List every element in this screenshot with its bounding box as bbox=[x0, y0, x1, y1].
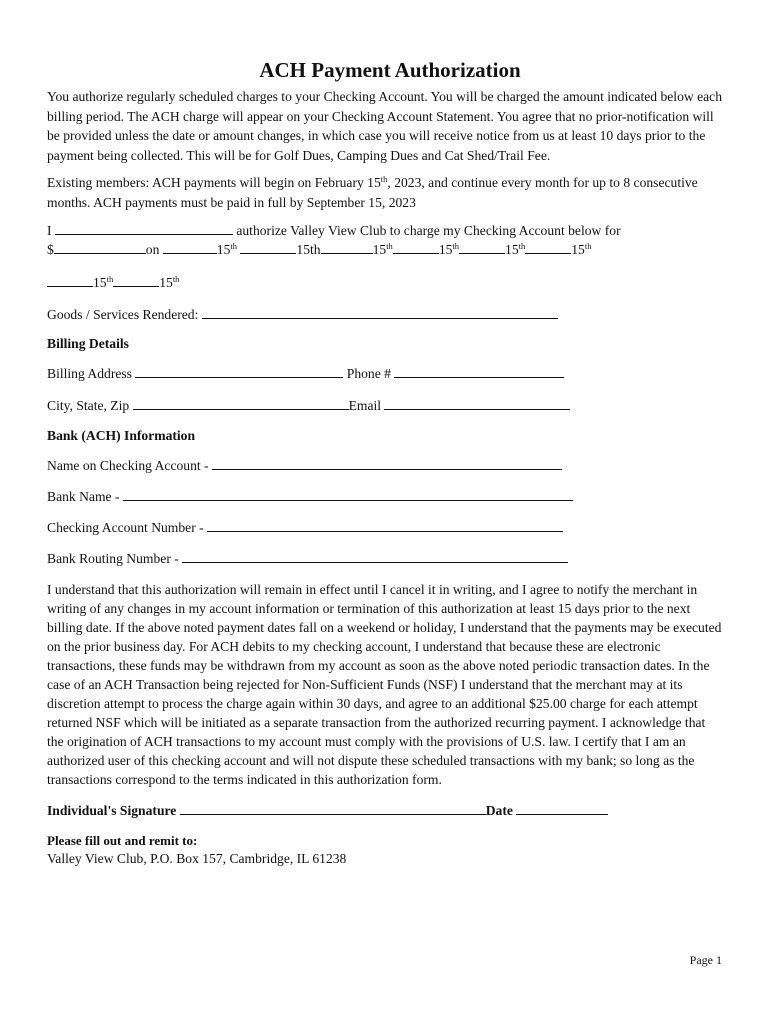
routing-number-row bbox=[47, 549, 723, 568]
day-sup-8: th bbox=[172, 274, 180, 284]
day-label-4: 15 bbox=[438, 242, 453, 257]
account-number-blank[interactable] bbox=[207, 519, 563, 532]
date-blank-1[interactable] bbox=[163, 241, 217, 254]
date-blank-4[interactable] bbox=[393, 241, 439, 254]
existing-members-paragraph bbox=[47, 173, 723, 212]
account-number-row bbox=[47, 518, 723, 537]
authorize-line-1 bbox=[47, 221, 723, 240]
day-label-2: 15th bbox=[296, 242, 321, 257]
billing-heading: Billing Details bbox=[47, 336, 129, 351]
goods-label: Goods / Services Rendered: bbox=[47, 307, 199, 322]
authorize-text: authorize Valley View Club to charge my Checking Account below for bbox=[236, 223, 621, 238]
date-blank-5[interactable] bbox=[459, 241, 505, 254]
dollar-sign: $ bbox=[47, 242, 54, 257]
account-number-label: Checking Account Number - bbox=[47, 520, 204, 535]
account-name-label: Name on Checking Account - bbox=[47, 458, 209, 473]
remit-address: Valley View Club, P.O. Box 157, Cambridge, IL 61238 bbox=[47, 851, 347, 866]
bank-name-row bbox=[47, 487, 723, 506]
date-blank-6[interactable] bbox=[525, 241, 571, 254]
billing-address-row bbox=[47, 364, 723, 383]
goods-services-field bbox=[47, 305, 723, 324]
city-label: City, State, Zip bbox=[47, 398, 130, 413]
day-sup-1: th bbox=[230, 241, 238, 251]
remit-heading: Please fill out and remit to: bbox=[47, 833, 198, 848]
phone-blank[interactable] bbox=[394, 365, 564, 378]
day-sup-5: th bbox=[518, 241, 526, 251]
date-blank-7[interactable] bbox=[47, 274, 93, 287]
routing-number-label: Bank Routing Number - bbox=[47, 551, 179, 566]
intro-paragraph: You authorize regularly scheduled charges to your Checking Account. You will be charged the amount indicated below each billing period. The ACH charge will appear on your Checking Account Statement. You agree that no prior-notification will be provided unless the date or amount changes, in which case you will receive notice from us at least 10 days prior to the payment being collected. This will be for Golf Dues, Camping Dues and Cat Shed/Trail Fee. bbox=[47, 89, 722, 163]
date-blank-2[interactable] bbox=[240, 241, 296, 254]
account-name-row bbox=[47, 456, 723, 475]
day-label-5: 15 bbox=[505, 242, 519, 257]
day-label-6: 15 bbox=[571, 242, 585, 257]
billing-address-blank[interactable] bbox=[135, 365, 343, 378]
page-title: ACH Payment Authorization bbox=[259, 58, 521, 82]
account-name-blank[interactable] bbox=[212, 457, 562, 470]
day-sup-4: th bbox=[452, 241, 460, 251]
day-sup-3: th bbox=[386, 241, 393, 251]
signature-row bbox=[47, 802, 723, 819]
authorize-line-2 bbox=[47, 240, 723, 259]
authorize-i: I bbox=[47, 223, 52, 238]
amount-blank[interactable] bbox=[54, 241, 146, 254]
day-label-3: 15 bbox=[372, 242, 387, 257]
document-page bbox=[47, 58, 723, 867]
existing-text-1: Existing members: ACH payments will begin on February 15 bbox=[47, 175, 381, 190]
legal-paragraph: I understand that this authorization will remain in effect until I cancel it in writing, and I agree to notify the merchant in writing of any changes in my account information or termination of this authorization at least 15 days prior to the next billing date. If the above noted payment dates fall on a weekend or holiday, I understand that the payments may be executed on the prior business day. For ACH debits to my checking account, I understand that because these are electronic transactions, these funds may be withdrawn from my account as soon as the above noted periodic transaction dates. In the case of an ACH Transaction being rejected for Non-Sufficient Funds (NSF) I understand that the merchant may at its discretion attempt to process the charge again within 30 days, and agree to an additional $25.00 charge for each attempt returned NSF which will be initiated as a separate transaction from the authorized recurring payment. I acknowledge that the origination of ACH transactions to my account must comply with the provisions of U.S. law. I certify that I am an authorized user of this checking account and will not dispute these scheduled transactions with my bank; so long as the transactions correspond to the terms indicated in this authorization form. bbox=[47, 582, 722, 787]
existing-text-2: , 2023, and continue every month for up to 8 consecutive months. ACH payments must be paid in full by September 15, 2023 bbox=[47, 175, 698, 210]
page-number: Page 1 bbox=[689, 953, 722, 967]
date-blank-8[interactable] bbox=[113, 274, 159, 287]
existing-sup: th bbox=[380, 174, 388, 184]
date-label: Date bbox=[485, 803, 513, 818]
city-email-row bbox=[47, 396, 723, 415]
phone-label: Phone # bbox=[346, 366, 391, 381]
on-label: on bbox=[145, 242, 160, 257]
bank-name-label: Bank Name - bbox=[47, 489, 120, 504]
routing-number-blank[interactable] bbox=[182, 550, 568, 563]
goods-blank[interactable] bbox=[202, 306, 558, 319]
bank-name-blank[interactable] bbox=[123, 488, 573, 501]
date-blank-3[interactable] bbox=[321, 241, 373, 254]
city-blank[interactable] bbox=[133, 397, 349, 410]
day-label-7: 15 bbox=[93, 275, 107, 290]
signature-label: Individual's Signature bbox=[47, 803, 177, 818]
date-blank[interactable] bbox=[516, 802, 608, 815]
signature-blank[interactable] bbox=[180, 802, 486, 815]
day-sup-7: th bbox=[106, 274, 114, 284]
email-blank[interactable] bbox=[384, 397, 570, 410]
day-label-1: 15 bbox=[216, 242, 231, 257]
bank-heading: Bank (ACH) Information bbox=[47, 428, 196, 443]
email-label: Email bbox=[348, 398, 382, 413]
authorize-line-3 bbox=[47, 273, 723, 292]
billing-address-label: Billing Address bbox=[47, 366, 132, 381]
day-sup-6: th bbox=[584, 241, 592, 251]
day-label-8: 15 bbox=[159, 275, 173, 290]
name-blank[interactable] bbox=[55, 222, 233, 235]
